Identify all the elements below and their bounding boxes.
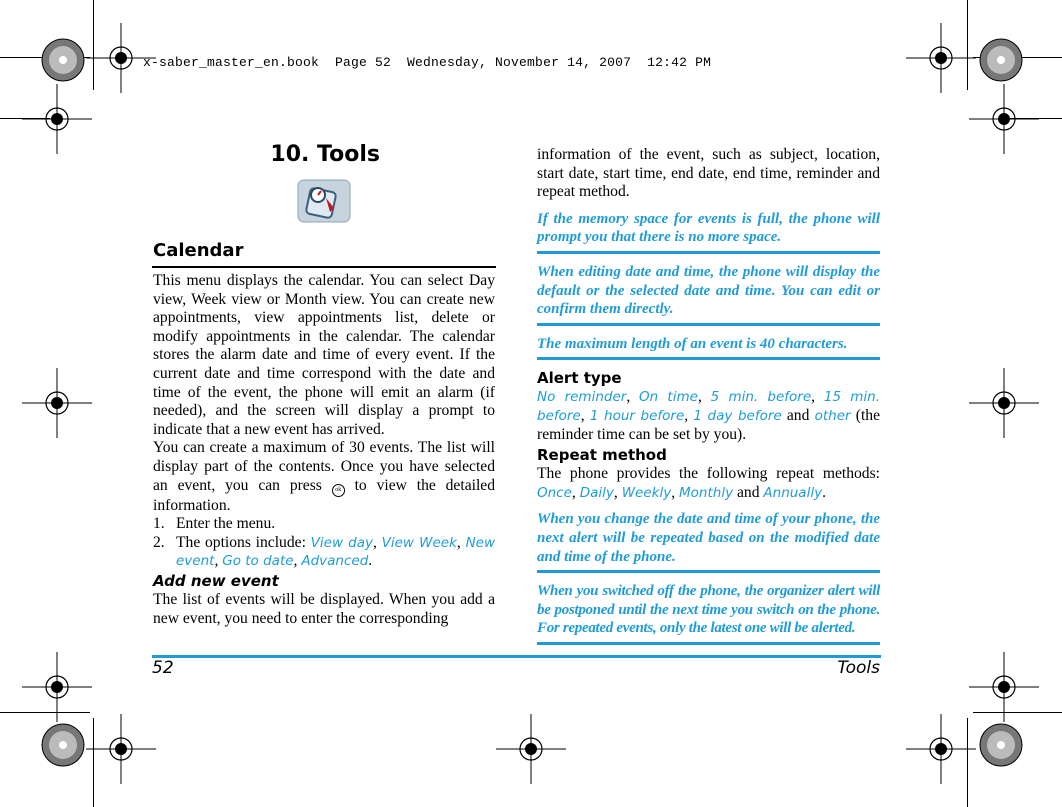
alert-and: and <box>786 406 810 424</box>
note-switched-off: When you switched off the phone, the organizer alert will be postponed until the next time you switch on the phone. For repeated events, only the latest one will be alerted. <box>537 582 880 645</box>
steps-list <box>153 515 495 571</box>
list-item: 2. The options include: View day, View Week, New event, Go to date, Advanced. <box>153 533 496 570</box>
right-column <box>537 146 880 654</box>
alert-type-heading: Alert type <box>537 369 622 388</box>
repeat-annually: Annually <box>763 484 823 501</box>
note-change-date: When you change the date and time of your phone, the next alert will be repeated based on the modified date and time of the phone. <box>537 510 880 573</box>
repeat-daily: Daily <box>579 484 614 501</box>
calendar-intro-paragraph: This menu displays the calendar. You can select Day view, Week view or Month view. You can create new appointments, view appointments list, delete or modify appointments in the calendar. The calendar stores the alarm date and time of every event. If the current date and time correspond with the date and time of the event, the phone will emit an alarm (if needed), and the screen will display a prompt to indicate that a new event has arrived. <box>153 272 495 438</box>
repeat-and: and <box>736 483 760 501</box>
add-event-heading: Add new event <box>153 571 279 590</box>
note-memory-full: If the memory space for events is full, the phone will prompt you that there is no more space. <box>537 210 880 254</box>
alert-1-day: 1 day before <box>693 407 782 424</box>
add-event-paragraph: The list of events will be displayed. When you add a new event, you need to enter the corresponding <box>153 590 495 627</box>
footer-chapter-title: Tools <box>837 658 880 678</box>
repeat-method-paragraph: The phone provides the following repeat methods: Once, Daily, Weekly, Monthly and Annually. <box>537 465 880 501</box>
alert-15-min: 15 min. before <box>537 389 881 424</box>
list-item <box>153 515 495 534</box>
section-title: Calendar <box>153 240 244 261</box>
step-number: 2. <box>153 533 165 551</box>
alert-type-paragraph: No reminder, On time, 5 min. before, 15 min. before, 1 hour before, 1 day before and other (the reminder time can be set by you). <box>537 388 881 443</box>
step-text: The options include: <box>176 533 306 551</box>
option-view-week: View Week <box>381 534 457 551</box>
note-max-length: The maximum length of an event is 40 characters. <box>537 335 880 361</box>
left-column <box>153 272 495 628</box>
repeat-method-heading: Repeat method <box>537 446 667 465</box>
chapter-title: 10. Tools <box>270 142 380 167</box>
alert-no-reminder: No reminder <box>537 389 627 406</box>
alert-tail: (the reminder time can be set by you). <box>537 406 881 443</box>
repeat-intro: The phone provides the following repeat methods: <box>537 465 880 483</box>
option-advanced: Advanced <box>301 553 369 570</box>
section-divider <box>152 266 496 268</box>
option-view-day: View day <box>310 534 373 551</box>
step-text: Enter the menu. <box>176 515 276 533</box>
page-number: 52 <box>152 658 174 678</box>
footer-divider <box>152 655 881 658</box>
ok-key-icon: ok <box>332 484 345 497</box>
max-events-text: You can create a maximum of 30 events. The list will display part of the contents. Once you have selected an event, you can press <box>153 439 495 494</box>
alert-other: other <box>814 407 851 424</box>
event-info-paragraph: information of the event, such as subject, location, start date, start time, end date, end time, reminder and repeat method. <box>537 146 880 201</box>
print-header: x-saber_master_en.book Page 52 Wednesday, November 14, 2007 12:42 PM <box>143 55 712 70</box>
step-number: 1. <box>153 515 165 533</box>
alert-5-min: 5 min. before <box>710 389 812 406</box>
repeat-monthly: Monthly <box>679 484 734 501</box>
option-new-event: New event <box>176 534 496 570</box>
option-go-to-date: Go to date <box>222 553 294 570</box>
alert-on-time: On time <box>639 389 698 406</box>
note-editing-date: When editing date and time, the phone will display the default or the selected date and time. You can edit or confirm them directly. <box>537 263 880 326</box>
repeat-weekly: Weekly <box>621 484 672 501</box>
max-events-text-end: to view the detailed information. <box>153 476 495 514</box>
tools-icon <box>296 178 352 224</box>
repeat-once: Once <box>537 484 572 501</box>
alert-1-hour: 1 hour before <box>589 407 685 424</box>
max-events-paragraph <box>153 439 495 515</box>
